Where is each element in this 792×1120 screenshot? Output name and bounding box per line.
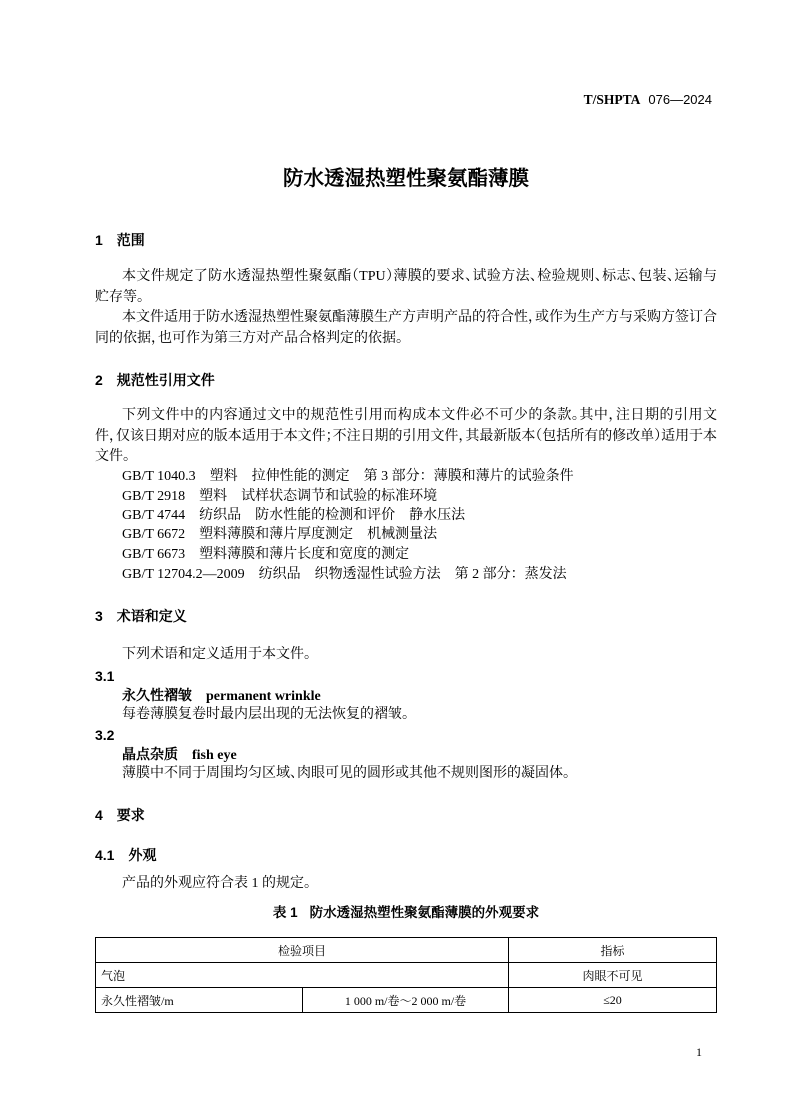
appearance-text: 产品的外观应符合表 1 的规定。 [122, 876, 311, 891]
table-cell-item: 气泡 [96, 963, 509, 988]
scope-paragraph-1-line-2: 贮存等。 [95, 290, 144, 305]
term-number: 3.1 [95, 668, 115, 684]
table-caption [95, 903, 717, 923]
appearance-requirements-table [95, 937, 717, 1013]
reference-item: GB/T 6673 塑料薄膜和薄片长度和宽度的测定 [122, 547, 410, 562]
references-paragraph-line-1: 下列文件中的内容通过文中的规范性引用而构成本文件必不可少的条款。其中，注日期的引用文 [122, 408, 717, 423]
table-cell-value: ≤20 [603, 992, 622, 1007]
standard-number: 076—2024 [648, 92, 712, 107]
table-caption-label: 表 1 [272, 905, 298, 920]
term-definition: 薄膜中不同于周围均匀区域、肉眼可见的圆形或其他不规则图形的凝固体。 [122, 766, 570, 781]
section-number: 1 [95, 232, 103, 248]
section-3-heading [95, 606, 717, 626]
subsection-title: 外观 [128, 847, 157, 863]
table-header-value: 指标 [509, 938, 716, 963]
table-cell-value: 肉眼不可见 [509, 963, 716, 988]
references-paragraph-line-3: 文件。 [95, 449, 130, 464]
term-entry [122, 744, 717, 764]
term-number: 3.2 [95, 727, 115, 743]
terms-intro: 下列术语和定义适用于本文件。 [122, 647, 311, 662]
term-english: permanent wrinkle [206, 689, 321, 704]
section-2-heading [95, 370, 717, 390]
reference-item: GB/T 1040.3 塑料 拉伸性能的测定 第 3 部分：薄膜和薄片的试验条件 [122, 469, 574, 484]
reference-item: GB/T 2918 塑料 试样状态调节和试验的标准环境 [122, 489, 438, 504]
document-code [584, 90, 712, 110]
table-cell-item: 永久性褶皱/m [96, 988, 303, 1012]
section-title: 范围 [116, 232, 145, 248]
section-number: 2 [95, 372, 103, 388]
section-4-heading [95, 805, 717, 825]
section-title: 术语和定义 [116, 608, 187, 624]
scope-paragraph-1-line-1: 本文件规定了防水透湿热塑性聚氨酯（TPU）薄膜的要求、试验方法、检验规则、标志、包装、运输与 [122, 269, 717, 284]
section-number: 3 [95, 608, 103, 624]
section-title: 要求 [116, 807, 145, 823]
subsection-number: 4.1 [95, 847, 115, 863]
references-paragraph-line-2: 件，仅该日期对应的版本适用于本文件；不注日期的引用文件，其最新版本（包括所有的修改单）适用于本 [95, 429, 717, 444]
table-caption-text: 防水透湿热塑性聚氨酯薄膜的外观要求 [309, 905, 540, 920]
term-chinese: 晶点杂质 [122, 746, 178, 762]
section-number: 4 [95, 807, 103, 823]
term-definition: 每卷薄膜复卷时最内层出现的无法恢复的褶皱。 [122, 707, 409, 722]
scope-paragraph-2-line-1: 本文件适用于防水透湿热塑性聚氨酯薄膜生产方声明产品的符合性，或作为生产方与采购方签订合 [122, 310, 717, 325]
standard-prefix: T/SHPTA [583, 92, 641, 107]
reference-item: GB/T 4744 纺织品 防水性能的检测和评价 静水压法 [122, 508, 466, 523]
term-english: fish eye [192, 748, 237, 763]
reference-item: GB/T 12704.2—2009 纺织品 织物透湿性试验方法 第 2 部分：蒸发法 [122, 567, 567, 582]
term-entry [122, 685, 717, 705]
reference-item: GB/T 6672 塑料薄膜和薄片厚度测定 机械测量法 [122, 527, 438, 542]
document-title: 防水透湿热塑性聚氨酯薄膜 [283, 167, 529, 190]
term-chinese: 永久性褶皱 [122, 687, 192, 703]
section-title: 规范性引用文件 [116, 372, 215, 388]
section-1-heading [95, 230, 717, 250]
page-number: 1 [696, 1045, 702, 1059]
table-header-item: 检验项目 [96, 938, 509, 963]
table-cell-condition: 1 000 m/卷～2 000 m/卷 [303, 988, 509, 1012]
subsection-4-1-heading [95, 845, 717, 865]
scope-paragraph-2-line-2: 同的依据，也可作为第三方对产品合格判定的依据。 [95, 331, 403, 346]
